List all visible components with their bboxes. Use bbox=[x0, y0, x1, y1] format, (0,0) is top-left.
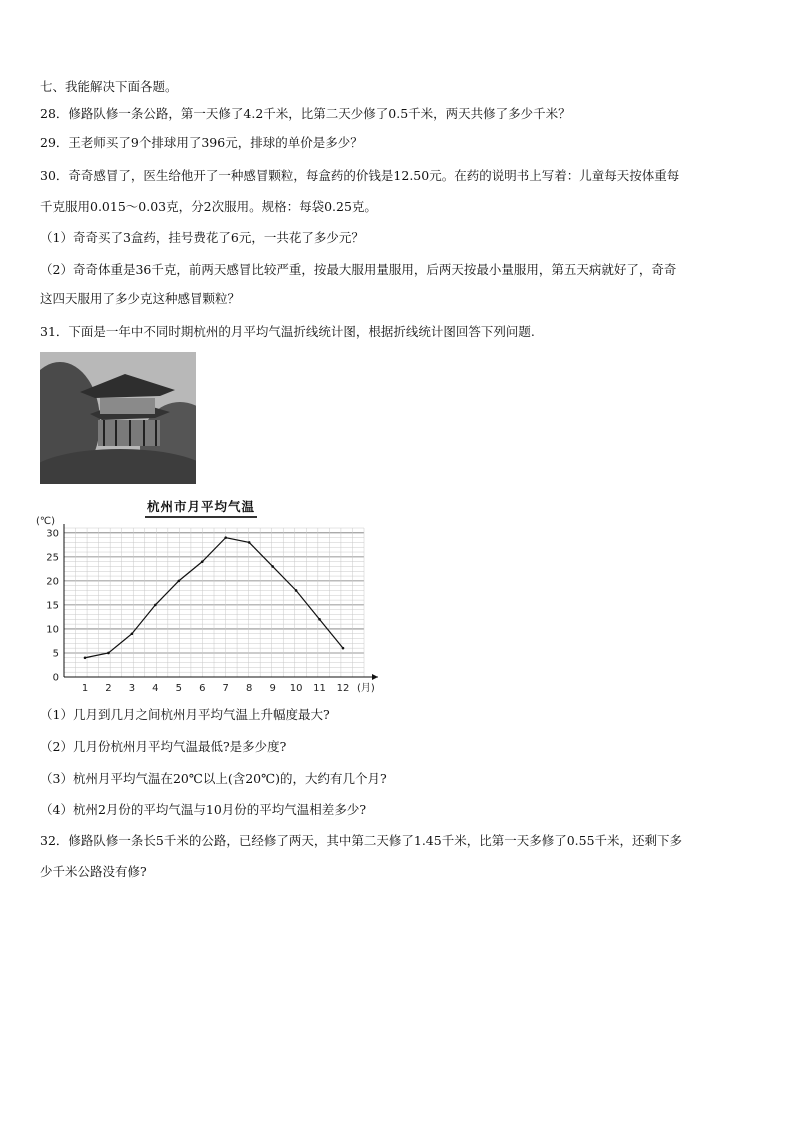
question-31-sub-1: （1）几月到几月之间杭州月平均气温上升幅度最大? bbox=[40, 707, 330, 722]
x-tick-label: 3 bbox=[128, 683, 136, 694]
data-point bbox=[295, 589, 298, 592]
question-31-sub-2: （2）几月份杭州月平均气温最低?是多少度? bbox=[40, 739, 287, 754]
x-tick-label: 8 bbox=[245, 683, 253, 694]
x-tick-label: 9 bbox=[269, 683, 276, 694]
data-point bbox=[248, 541, 251, 544]
y-tick-label: 10 bbox=[46, 624, 59, 636]
y-tick-label: 0 bbox=[52, 672, 59, 684]
chart-title: 杭州市月平均气温 bbox=[145, 497, 257, 518]
data-point bbox=[318, 618, 321, 621]
x-tick-label: 2 bbox=[105, 683, 112, 694]
x-tick-label: 6 bbox=[199, 683, 206, 694]
question-30-sub-2-line-1: （2）奇奇体重是36千克，前两天感冒比较严重，按最大服用量服用，后两天按最小量服用，第五天病就好了，奇奇 bbox=[40, 262, 677, 277]
y-tick-label: 25 bbox=[46, 552, 59, 564]
section-heading: 七、我能解决下面各题。 bbox=[40, 79, 178, 94]
x-tick-label: 12 bbox=[336, 683, 350, 694]
x-tick-label: 10 bbox=[289, 683, 303, 694]
question-30-line-2: 千克服用0.015～0.03克，分2次服用。规格：每袋0.25克。 bbox=[40, 199, 377, 214]
data-point bbox=[201, 560, 204, 563]
y-tick-label: 15 bbox=[46, 600, 59, 612]
data-point bbox=[131, 632, 134, 635]
data-point bbox=[342, 647, 345, 650]
question-30-sub-2-line-2: 这四天服用了多少克这种感冒颗粒？ bbox=[40, 291, 241, 306]
question-28: 28．修路队修一条公路，第一天修了4.2千米，比第二天少修了0.5千米，两天共修了多少千米？ bbox=[40, 106, 571, 121]
temperature-line-chart bbox=[30, 508, 390, 696]
data-point bbox=[154, 604, 157, 607]
y-tick-label: 30 bbox=[46, 528, 59, 540]
x-tick-label: 7 bbox=[222, 683, 229, 694]
x-tick-label: 11 bbox=[313, 683, 326, 694]
x-axis-label: (月) bbox=[357, 683, 375, 694]
x-tick-label: 1 bbox=[81, 683, 89, 694]
y-axis-label: (℃) bbox=[36, 516, 56, 527]
x-tick-label: 5 bbox=[175, 683, 183, 694]
question-31-sub-3: （3）杭州月平均气温在20℃以上(含20℃)的，大约有几个月? bbox=[40, 771, 387, 786]
data-point bbox=[84, 656, 87, 659]
x-tick-label: 4 bbox=[152, 683, 159, 694]
question-30-line-1: 30．奇奇感冒了，医生给他开了一种感冒颗粒，每盒药的价钱是12.50元。在药的说明书上写着：儿童每天按体重每 bbox=[40, 168, 680, 183]
question-32-line-2: 少千米公路没有修? bbox=[40, 864, 147, 879]
question-31-sub-4: （4）杭州2月份的平均气温与10月份的平均气温相差多少? bbox=[40, 802, 367, 817]
data-point bbox=[224, 536, 227, 539]
y-tick-label: 5 bbox=[52, 648, 59, 660]
question-29: 29．王老师买了9个排球用了396元，排球的单价是多少？ bbox=[40, 135, 363, 150]
pavilion-photo bbox=[40, 352, 196, 484]
data-point bbox=[271, 565, 274, 568]
question-31: 31．下面是一年中不同时期杭州的月平均气温折线统计图，根据折线统计图回答下列问题. bbox=[40, 324, 535, 339]
y-tick-label: 20 bbox=[46, 576, 59, 588]
question-32-line-1: 32．修路队修一条长5千米的公路，已经修了两天，其中第二天修了1.45千米，比第一天多修了0.55千米，还剩下多 bbox=[40, 833, 683, 848]
data-point bbox=[178, 580, 181, 583]
question-30-sub-1: （1）奇奇买了3盒药，挂号费花了6元，一共花了多少元？ bbox=[40, 230, 364, 245]
x-axis-arrow bbox=[372, 674, 378, 680]
data-point bbox=[107, 652, 110, 655]
